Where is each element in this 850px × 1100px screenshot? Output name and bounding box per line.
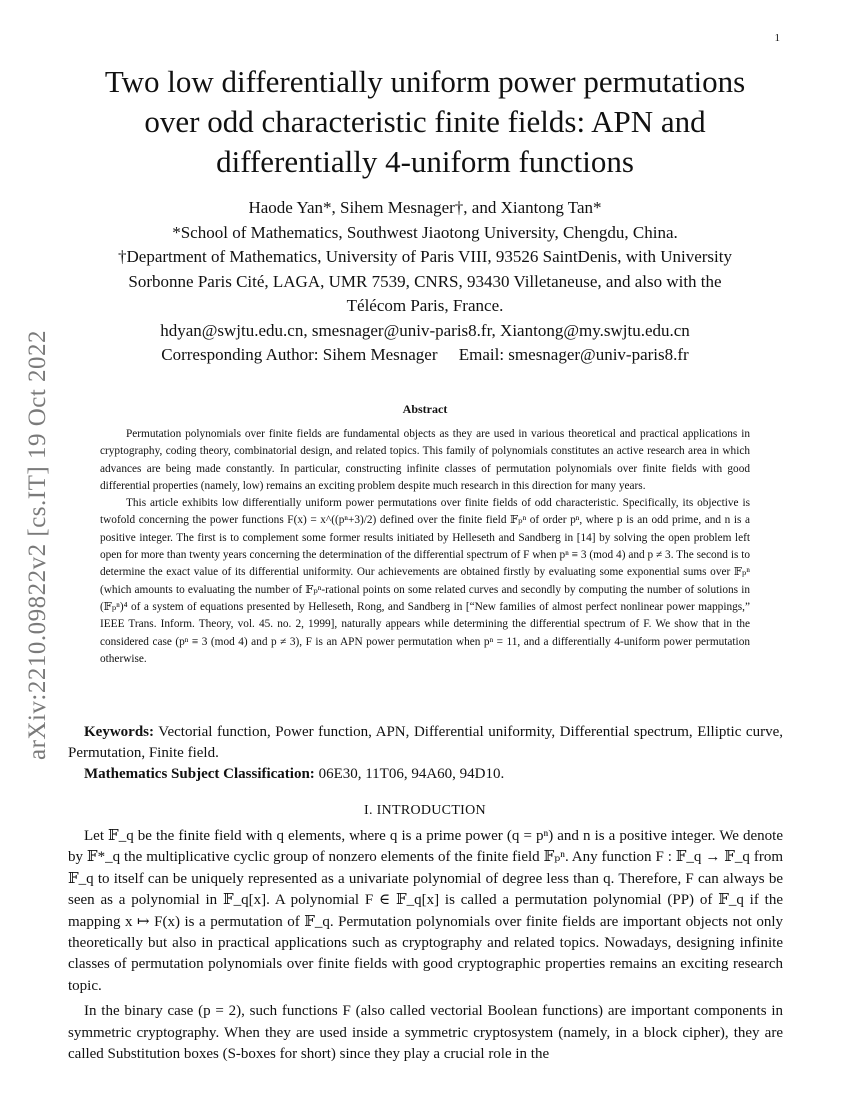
affiliation-line: Télécom Paris, France.: [346, 296, 504, 315]
body-paragraph: Let 𝔽_q be the finite field with q elements, where q is a prime power (q = pⁿ) and n is a positive integer. We denote by 𝔽*_q the multiplicative cyclic group of nonzero elements of the finite field 𝔽ₚⁿ. Any function F : 𝔽_q → 𝔽_q from 𝔽_q to itself can be uniquely represented as a univariate polynomial of degree less than q. Therefore, F can always be seen as a polynomial in 𝔽_q[x]. A polynomial F ∈ 𝔽_q[x] is called a permutation polynomial (PP) of 𝔽_q if the mapping x ↦ F(x) is a permutation of 𝔽_q. Permutation polynomials over finite fields are important objects not only theoretically but also in practical applications such as cryptography and related topics. Nowadays, designing infinite classes of permutation polynomials over finite fields with good cryptographic properties remains an exciting research topic.: [68, 828, 783, 994]
author-info: [30, 196, 820, 368]
abstract-paragraph: This article exhibits low differentially uniform power permutations over finite fields of odd characteristic. Specifically, its objective is twofold concerning the power functions F(x) = x^((pⁿ+3)/2) defined over the finite field 𝔽ₚⁿ of order pⁿ, where p is an odd prime, and n is a positive integer. The first is to complement some former results initiated by Helleseth and Sandberg in [14] by solving the open problem left open for more than twenty years concerning the determination of the differential spectrum of F when pⁿ ≡ 3 (mod 4) and p ≠ 3. The second is to determine the exact value of its differential uniformity. Our achievements are obtained firstly by evaluating some exponential sums over 𝔽ₚⁿ (which amounts to evaluating the number of 𝔽ₚⁿ-rational points on some related curves and secondly by computing the number of solutions in (𝔽ₚⁿ)⁴ of a system of equations presented by Helleseth, Rong, and Sandberg in [“New families of almost perfect nonlinear power mappings,” IEEE Trans. Inform. Theory, vol. 45. no. 2, 1999], naturally appears while determining the differential spectrum of F. We show that in the considered case (pⁿ ≡ 3 (mod 4) and p ≠ 3), F is an APN power permutation when pⁿ = 11, and a differentially 4-uniform power permutation otherwise.: [100, 497, 750, 665]
keywords-text: Vectorial function, Power function, APN, Differential uniformity, Differential spectrum, Elliptic curve, Permutation, Finite field.: [68, 724, 783, 761]
title-line: Two low differentially uniform power permutations: [104, 64, 746, 99]
abstract-heading: Abstract: [402, 402, 448, 416]
msc-paragraph: [68, 764, 783, 785]
author-list: Haode Yan*, Sihem Mesnager†, and Xiantong Tan*: [248, 198, 602, 217]
abstract-body: [100, 426, 750, 668]
affiliation-line: *School of Mathematics, Southwest Jiaotong University, Chengdu, China.: [172, 222, 678, 242]
arxiv-identifier-stamp: arXiv:2210.09822v2 [cs.IT] 19 Oct 2022: [24, 329, 51, 760]
affiliation-line: †Department of Mathematics, University of Paris VIII, 93526 SaintDenis, with University: [118, 247, 732, 266]
keywords-paragraph: [68, 722, 783, 764]
introduction-body: [68, 826, 783, 1069]
title-line: differentially 4-uniform functions: [216, 144, 634, 179]
page-number: 1: [774, 32, 780, 44]
section-heading: I. INTRODUCTION: [364, 803, 486, 818]
email-list: hdyan@swjtu.edu.cn, smesnager@univ-paris8.fr, Xiantong@my.swjtu.edu.cn: [160, 320, 690, 340]
paper-title: [40, 62, 810, 182]
msc-text: 06E30, 11T06, 94A60, 94D10.: [314, 766, 505, 782]
abstract-paragraph: Permutation polynomials over finite fields are fundamental objects as they are used in various theoretical and practical applications in cryptography, coding theory, combinatorial design, and related topics. This family of polynomials constitutes an active research area in which advances are being made constantly. In particular, constructing infinite classes of permutation polynomials over finite fields with good differential properties (namely, low) remains an exciting problem despite much research in this direction for many years.: [100, 428, 750, 492]
corresponding-author: Corresponding Author: Sihem Mesnager Email: smesnager@univ-paris8.fr: [161, 345, 689, 364]
keywords-label: Keywords:: [84, 724, 154, 740]
keywords-block: [68, 722, 783, 785]
title-line: over odd characteristic finite fields: APN and: [144, 104, 706, 139]
msc-label: Mathematics Subject Classification:: [84, 766, 315, 782]
body-paragraph: In the binary case (p = 2), such functions F (also called vectorial Boolean functions) are important components in symmetric cryptography. When they are used inside a symmetric cryptosystem (namely, in a block cipher), they are called Substitution boxes (S-boxes for short) since they play a crucial role in the: [68, 1003, 783, 1063]
affiliation-line: Sorbonne Paris Cité, LAGA, UMR 7539, CNRS, 93430 Villetaneuse, and also with the: [128, 271, 722, 291]
